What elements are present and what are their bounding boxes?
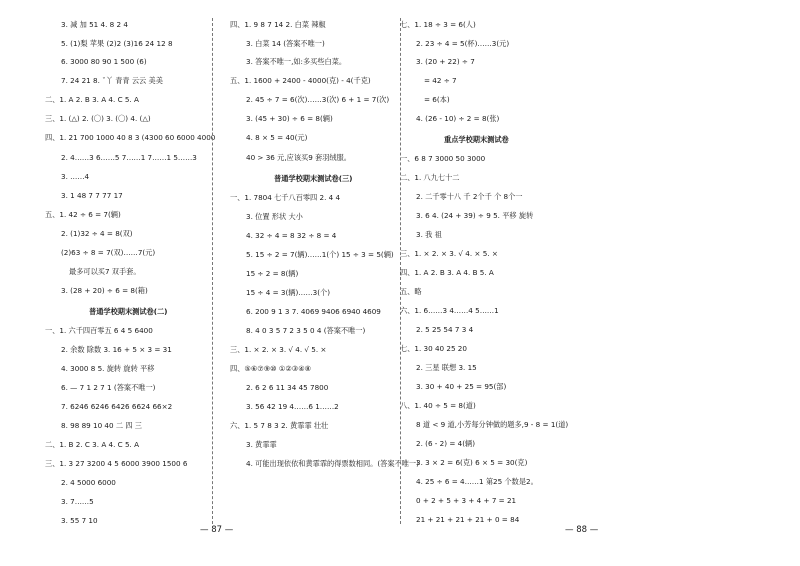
answer-line: 2. 二千零十八 千 2个千 个 8个一: [416, 191, 523, 201]
answer-line: 五、略: [400, 286, 422, 296]
answer-line: 四、⑤⑥⑦⑨⑩ ①②③④⑧: [230, 363, 312, 373]
answer-line: 2. (1)32 ÷ 4 = 8(双): [61, 229, 133, 239]
answer-line: (2)63 ÷ 8 = 7(双)……7(元): [61, 248, 156, 258]
answer-line: 21 + 21 + 21 + 21 + 0 = 84: [416, 515, 520, 525]
answer-line: 一、1. 六千四百零五 6 4 5 6400: [45, 325, 153, 335]
answer-line: 3. 1 48 7 7 77 17: [61, 191, 123, 201]
answer-line: 3. (45 + 30) ÷ 6 = 8(辆): [246, 114, 333, 124]
page-number-right: — 88 —: [565, 525, 599, 535]
answer-line: 一、6 8 7 3000 50 3000: [400, 153, 486, 163]
answer-line: 六、1. 5 7 8 3 2. 黄霏霏 壮壮: [230, 420, 329, 430]
answer-line: 六、1. 6……3 4……4 5……1: [400, 305, 499, 315]
answer-line: 7. 6246 6246 6426 6624 66×2: [61, 401, 173, 411]
answer-line: 0 + 2 + 5 + 3 + 4 + 7 = 21: [416, 496, 517, 506]
answer-line: 3. 3 × 2 = 6(克) 6 × 5 = 30(克): [416, 458, 528, 468]
answer-line: 四、1. 21 700 1000 40 8 3 (4300 60 6000 4000: [45, 133, 216, 143]
answer-line: 5. (1)梨 苹果 (2)2 (3)16 24 12 8: [61, 39, 173, 48]
answer-line: 三、1. × 2. × 3. √ 4. √ 5. ×: [230, 344, 327, 354]
answer-line: 五、1. 42 ÷ 6 = 7(辆): [45, 210, 121, 220]
answer-line: 3. 位置 形状 大小: [246, 211, 303, 221]
answer-line: 八、1. 40 ÷ 5 = 8(道): [400, 401, 476, 410]
answer-line: 15 ÷ 4 = 3(辆)……3(个): [246, 287, 331, 297]
answer-line: 最多可以买7 双手套。: [69, 267, 141, 277]
answer-line: 3. 减 加 51 4. 8 2 4: [61, 20, 128, 29]
answer-line: 七、1. 30 40 25 20: [400, 343, 467, 353]
answer-line: 二、1. B 2. C 3. A 4. C 5. A: [45, 439, 140, 449]
answer-line: = 42 ÷ 7: [424, 76, 457, 86]
answer-line: 一、1. 7804 七千八百零四 2. 4 4: [230, 192, 341, 202]
answer-line: 5. 15 ÷ 2 = 7(辆)……1(个) 15 ÷ 3 = 5(辆): [246, 249, 394, 259]
answer-line: 二、1. A 2. B 3. A 4. C 5. A: [45, 95, 139, 105]
column-divider: [212, 18, 213, 524]
answer-line: 2. 余数 除数 3. 16 + 5 × 3 = 31: [61, 344, 172, 354]
answer-line: 6. 200 9 1 3 7. 4069 9406 6940 4609: [246, 306, 381, 316]
answer-line: 4. 3000 8 5. 旋转 旋转 平移: [61, 363, 155, 373]
answer-line: 三、1. (△) 2. (〇) 3. (〇) 4. (△): [45, 114, 151, 124]
answer-line: 3. 7……5: [61, 496, 94, 506]
answer-line: 8. 98 89 10 40 二 四 三: [61, 420, 142, 430]
answer-line: 3. 白菜 14 (答案不唯一): [246, 39, 325, 48]
answer-line: 2. 23 ÷ 4 = 5(杯)……3(元): [416, 39, 510, 48]
answer-line: 7. 24 21 8. ˇ丫 青青 云云 美美: [61, 76, 163, 86]
section-title: 普通学校期末测试卷(三): [274, 173, 353, 183]
answer-line: 4. 32 ÷ 4 = 8 32 ÷ 8 = 4: [246, 230, 337, 240]
answer-line: 8 道 < 9 道,小芳每分钟做的题多,9 - 8 = 1(道): [416, 420, 569, 429]
answer-line: 3. 我 祖: [416, 229, 442, 239]
answer-line: 40 > 36 元,应该买9 套羽绒服。: [246, 153, 351, 163]
answer-line: 3. (28 + 20) ÷ 6 = 8(箱): [61, 286, 148, 296]
answer-line: 8. 4 0 3 5 7 2 3 5 0 4 (答案不唯一): [246, 325, 366, 335]
answer-line: 2. 6 2 6 11 34 45 7800: [246, 382, 329, 392]
answer-line: 3. 56 42 19 4……6 1……2: [246, 401, 339, 411]
answer-line: 3. 黄霏霏: [246, 439, 277, 449]
answer-line: 五、1. 1600 + 2400 - 4000(克) - 4(千克): [230, 76, 371, 86]
answer-line: 2. 5 25 54 7 3 4: [416, 324, 474, 334]
answer-line: 二、1. 八九七十二: [400, 172, 460, 182]
answer-line: 3. 55 7 10: [61, 515, 98, 525]
answer-line: 3. 答案不唯一,如:多买些白菜。: [246, 57, 347, 67]
answer-line: 4. 8 × 5 = 40(元): [246, 133, 308, 143]
answer-line: 3. 30 + 40 + 25 = 95(部): [416, 382, 507, 391]
answer-line: 2. 4……3 6……5 7……1 7……1 5……3: [61, 153, 197, 163]
answer-line: = 6(本): [424, 95, 450, 105]
answer-line: 2. 4 5000 6000: [61, 477, 116, 487]
answer-line: 2. 三星 联想 3. 15: [416, 362, 477, 372]
answer-line: 4. 25 ÷ 6 = 4……1 第25 个数是2。: [416, 477, 538, 487]
answer-line: 15 ÷ 2 = 8(辆): [246, 268, 299, 278]
answer-line: 4. 可能出现依依和黄霏霏的得票数相同。(答案不唯一): [246, 458, 419, 468]
answer-line: 七、1. 18 ÷ 3 = 6(人): [400, 20, 476, 29]
answer-line: 2. (6 - 2) = 4(辆): [416, 439, 476, 448]
page-number-left: — 87 —: [200, 525, 234, 535]
answer-line: 2. 45 ÷ 7 = 6(次)……3(次) 6 + 1 = 7(次): [246, 95, 390, 105]
answer-line: 四、1. A 2. B 3. A 4. B 5. A: [400, 267, 494, 277]
answer-line: 6. — 7 1 2 7 1 (答案不唯一): [61, 382, 156, 392]
answer-line: 三、1. 3 27 3200 4 5 6000 3900 1500 6: [45, 458, 188, 468]
section-title: 重点学校期末测试卷: [444, 134, 509, 144]
answer-line: 三、1. × 2. × 3. √ 4. × 5. ×: [400, 248, 498, 258]
answer-line: 3. (20 + 22) ÷ 7: [416, 57, 475, 67]
answer-line: 3. ……4: [61, 172, 90, 182]
answer-line: 4. (26 - 10) ÷ 2 = 8(张): [416, 114, 500, 124]
answer-line: 3. 6 4. (24 + 39) ÷ 9 5. 平移 旋转: [416, 210, 534, 220]
answer-line: 四、1. 9 8 7 14 2. 白菜 辣椒: [230, 20, 326, 29]
answer-line: 6. 3000 80 90 1 500 (6): [61, 57, 147, 67]
section-title: 普通学校期末测试卷(二): [89, 306, 168, 316]
